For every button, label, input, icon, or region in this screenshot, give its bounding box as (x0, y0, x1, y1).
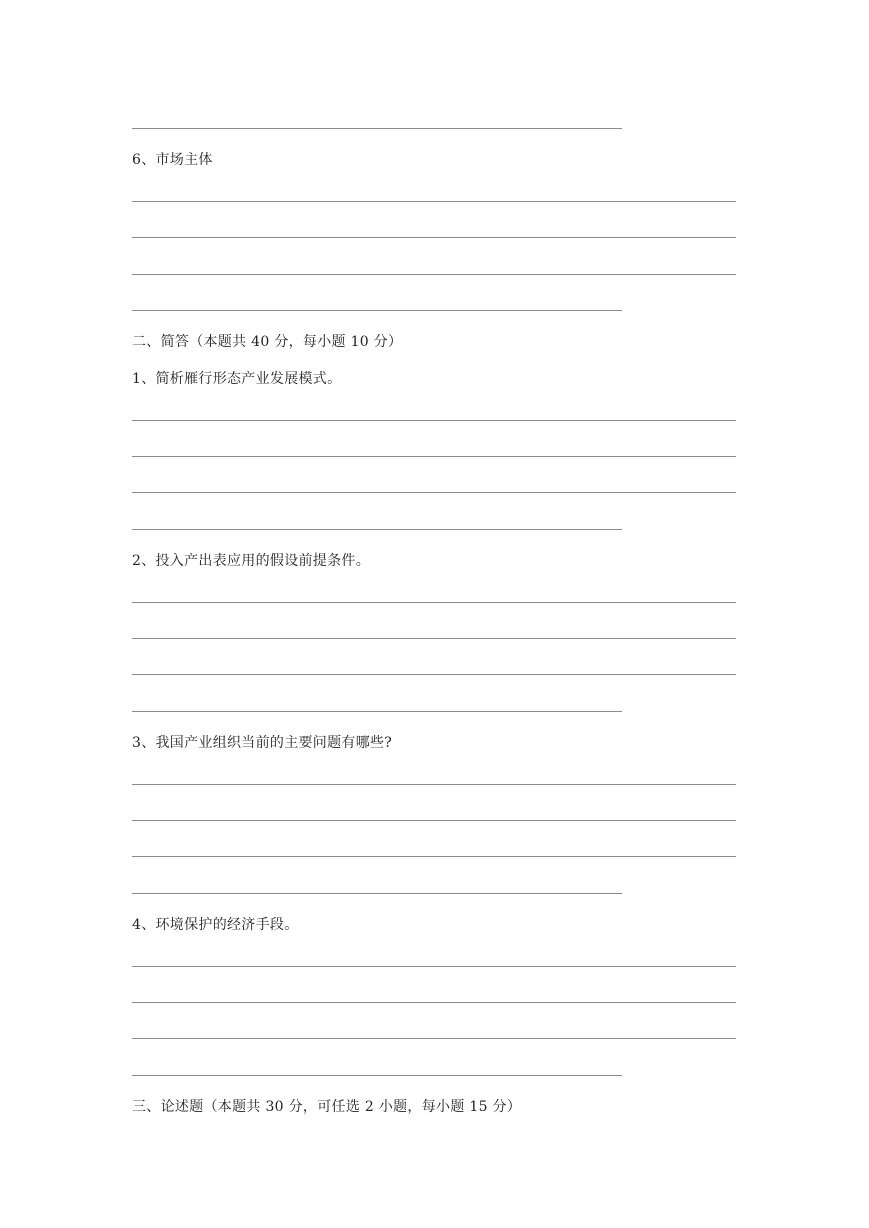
question-3: 3、我国产业组织当前的主要问题有哪些? (132, 735, 393, 751)
answer-line (132, 529, 622, 530)
answer-line (132, 638, 736, 639)
answer-line (132, 711, 622, 712)
answer-line (132, 237, 736, 238)
section-3-heading: 三、论述题（本题共 30 分，可任选 2 小题，每小题 15 分） (132, 1099, 522, 1115)
answer-line (132, 893, 622, 894)
answer-line (132, 856, 736, 857)
answer-line (132, 492, 736, 493)
question-1: 1、简析雁行形态产业发展模式。 (132, 371, 342, 387)
question-4: 4、环境保护的经济手段。 (132, 917, 299, 933)
answer-line (132, 201, 736, 202)
section-2-heading: 二、简答（本题共 40 分，每小题 10 分） (132, 334, 403, 350)
answer-line (132, 128, 622, 129)
answer-line (132, 456, 736, 457)
answer-line (132, 784, 736, 785)
answer-line (132, 602, 736, 603)
answer-line (132, 966, 736, 967)
question-2: 2、投入产出表应用的假设前提条件。 (132, 553, 371, 569)
answer-line (132, 820, 736, 821)
answer-line (132, 674, 736, 675)
answer-line (132, 310, 622, 311)
answer-line (132, 1038, 736, 1039)
answer-line (132, 1075, 622, 1076)
term-6-label: 6、市场主体 (132, 152, 213, 168)
answer-line (132, 1002, 736, 1003)
answer-line (132, 420, 736, 421)
answer-line (132, 274, 736, 275)
